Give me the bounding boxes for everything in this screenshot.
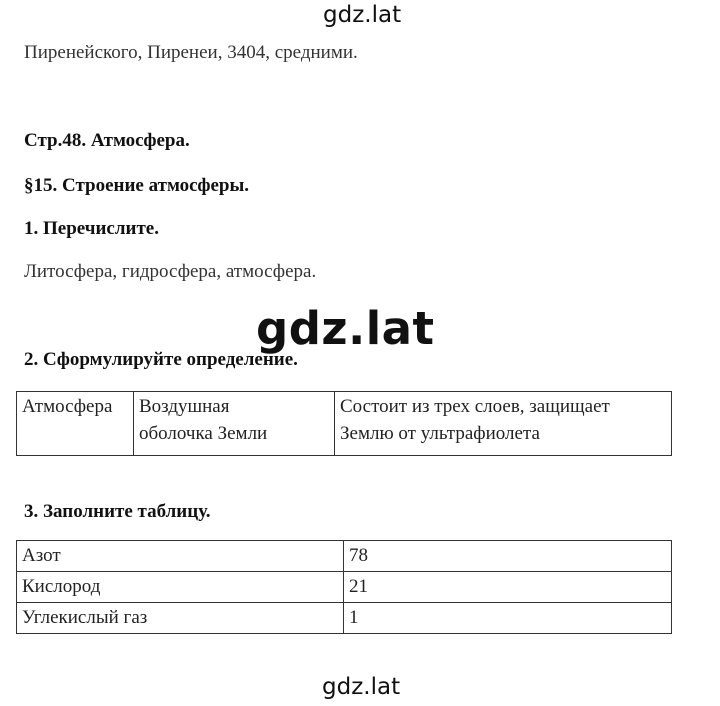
definition-cell [134, 392, 335, 456]
term-text: Атмосфера [22, 396, 113, 417]
composition-table [16, 540, 672, 634]
watermark-top: gdz.lat [323, 2, 402, 28]
table-row [17, 392, 672, 456]
task1-answer: Литосфера, гидросфера, атмосфера. [24, 261, 317, 282]
task2-heading: 2. Сформулируйте определение. [24, 349, 298, 370]
continuation-text: Пиренейского, Пиренеи, 3404, средними. [24, 42, 358, 63]
gas-name-cell: Азот [17, 541, 344, 572]
gas-value-cell: 1 [344, 603, 672, 634]
definition-line: оболочка Земли [139, 423, 268, 444]
definition-line: Воздушная [139, 396, 230, 417]
table-row [17, 572, 672, 603]
table-row [17, 541, 672, 572]
note-line: Землю от ультрафиолета [340, 423, 540, 444]
term-cell [17, 392, 134, 456]
table-row [17, 603, 672, 634]
gas-value-cell: 78 [344, 541, 672, 572]
task3-heading: 3. Заполните таблицу. [24, 501, 211, 522]
gas-value-cell: 21 [344, 572, 672, 603]
section-heading: §15. Строение атмосферы. [24, 175, 250, 196]
note-cell [335, 392, 672, 456]
gas-name-cell: Кислород [17, 572, 344, 603]
definition-table [16, 391, 672, 456]
task1-heading: 1. Перечислите. [24, 218, 159, 239]
watermark-center: gdz.lat [256, 302, 435, 355]
watermark-bottom: gdz.lat [322, 674, 401, 700]
page-heading: Стр.48. Атмосфера. [24, 130, 190, 151]
note-line: Состоит из трех слоев, защищает [340, 396, 610, 417]
gas-name-cell: Углекислый газ [17, 603, 344, 634]
